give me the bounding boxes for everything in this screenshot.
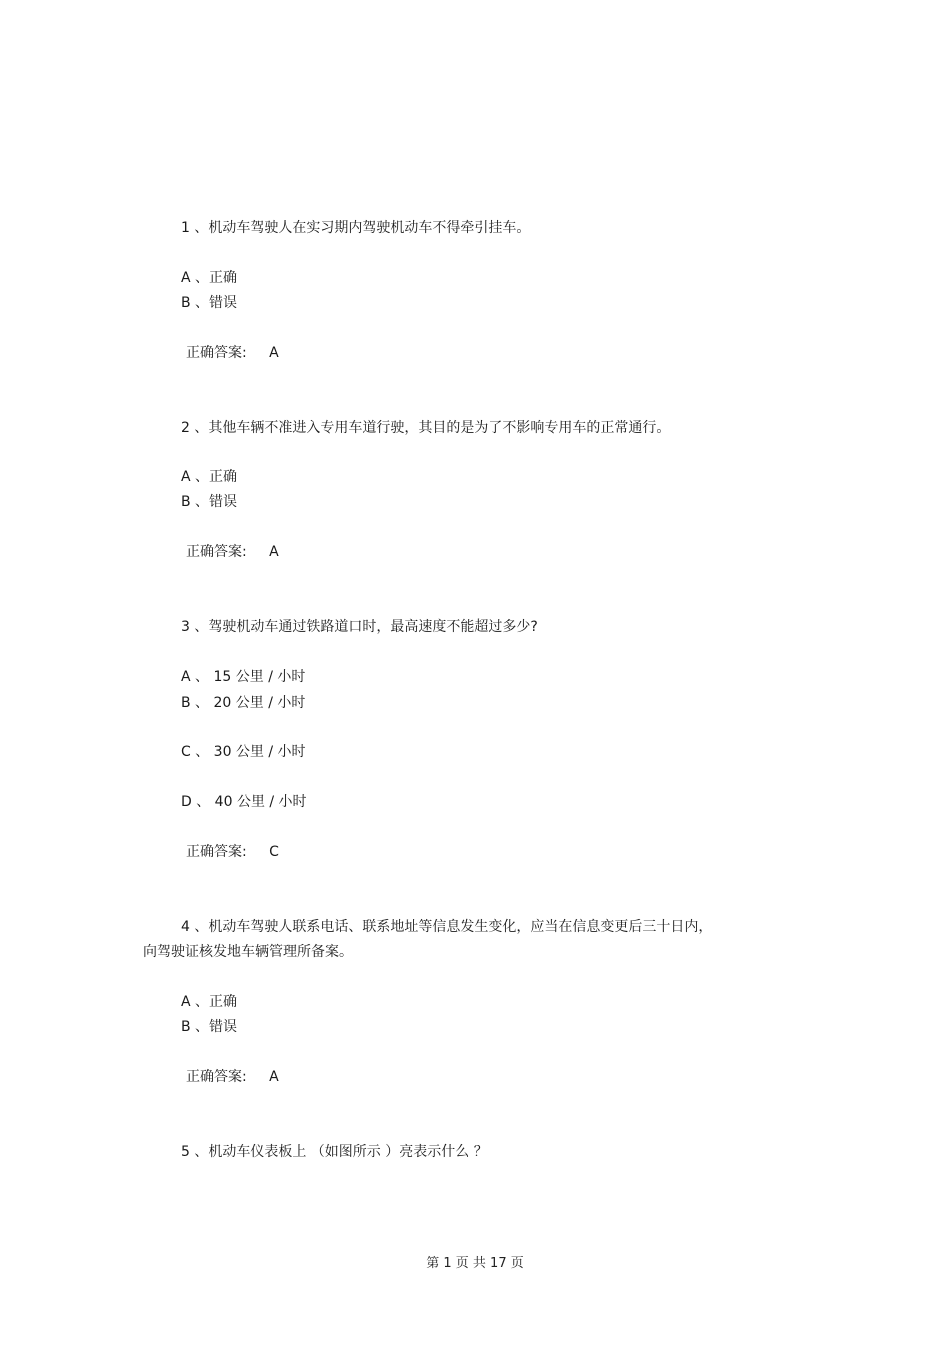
question-4-text: 4 、机动车驾驶人联系电话、联系地址等信息发生变化，应当在信息变更后三十日内， bbox=[181, 919, 713, 935]
question-3-answer bbox=[186, 842, 279, 862]
question-1-text: 1 、机动车驾驶人在实习期内驾驶机动车不得牵引挂车。 bbox=[181, 220, 531, 236]
question-3-option-b: B 、 20 公里 / 小时 bbox=[181, 695, 306, 711]
question-2-option-b: B 、错误 bbox=[181, 494, 238, 510]
answer-value: A bbox=[269, 345, 279, 361]
question-4-text-continued: 向驾驶证核发地车辆管理所备案。 bbox=[143, 944, 353, 960]
question-2-text: 2 、其他车辆不准进入专用车道行驶，其目的是为了不影响专用车的正常通行。 bbox=[181, 420, 671, 436]
answer-value: C bbox=[269, 844, 279, 860]
page-footer: 第 1 页 共 17 页 bbox=[426, 1256, 524, 1271]
answer-label: 正确答案: bbox=[186, 345, 247, 361]
question-1-option-a: A 、正确 bbox=[181, 270, 238, 286]
question-3-option-c: C 、 30 公里 / 小时 bbox=[181, 744, 306, 760]
question-1-answer bbox=[186, 343, 279, 363]
answer-value: A bbox=[269, 544, 279, 560]
answer-label: 正确答案: bbox=[186, 544, 247, 560]
question-5-text: 5 、机动车仪表板上 （如图所示 ）亮表示什么 ？ bbox=[181, 1144, 488, 1160]
question-2-answer bbox=[186, 542, 279, 562]
answer-label: 正确答案: bbox=[186, 844, 247, 860]
question-3-text: 3 、驾驶机动车通过铁路道口时，最高速度不能超过多少? bbox=[181, 619, 538, 635]
answer-value: A bbox=[269, 1069, 279, 1085]
answer-label: 正确答案: bbox=[186, 1069, 247, 1085]
question-4-option-a: A 、正确 bbox=[181, 994, 238, 1010]
question-4-answer bbox=[186, 1067, 279, 1087]
question-4-option-b: B 、错误 bbox=[181, 1019, 238, 1035]
question-1-option-b: B 、错误 bbox=[181, 295, 238, 311]
question-2-option-a: A 、正确 bbox=[181, 469, 238, 485]
question-3-option-d: D 、 40 公里 / 小时 bbox=[181, 794, 307, 810]
question-3-option-a: A 、 15 公里 / 小时 bbox=[181, 669, 306, 685]
